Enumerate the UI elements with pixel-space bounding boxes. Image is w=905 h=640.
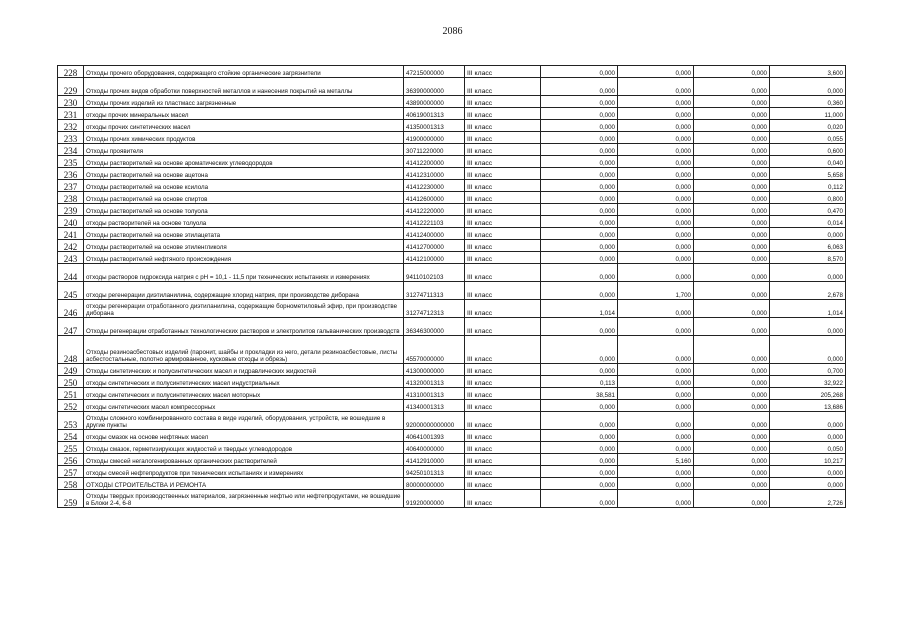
cell-v3: 0,000: [694, 442, 770, 454]
cell-v1: 0,000: [541, 478, 618, 490]
cell-cls: III класс: [465, 490, 541, 508]
cell-v4: 205,268: [770, 388, 846, 400]
cell-v3: 0,000: [694, 228, 770, 240]
cell-code: 40619001313: [404, 108, 465, 120]
cell-num: 257: [58, 466, 84, 478]
cell-name: отходы смазок на основе нефтяных масел: [84, 430, 404, 442]
cell-v1: 0,000: [541, 264, 618, 282]
cell-name: Отходы регенерации отработанных технологических растворов и электролитов гальванических производств: [84, 318, 404, 336]
cell-name: Отходы синтетических и полусинтетических масел и гидравлических жидкостей: [84, 364, 404, 376]
cell-v4: 0,000: [770, 412, 846, 430]
cell-v2: 0,000: [618, 66, 694, 78]
cell-v4: 0,000: [770, 478, 846, 490]
cell-cls: III класс: [465, 442, 541, 454]
cell-cls: III класс: [465, 156, 541, 168]
cell-v1: 0,000: [541, 490, 618, 508]
cell-num: 248: [58, 336, 84, 364]
table-row: [58, 364, 846, 376]
cell-code: 31274711313: [404, 282, 465, 300]
cell-v2: 0,000: [618, 132, 694, 144]
cell-cls: III класс: [465, 400, 541, 412]
cell-v3: 0,000: [694, 144, 770, 156]
table-row: [58, 388, 846, 400]
table-row: [58, 108, 846, 120]
cell-num: 232: [58, 120, 84, 132]
cell-name: Отходы растворителей на основе ксилола: [84, 180, 404, 192]
table-row: [58, 376, 846, 388]
cell-code: 41412100000: [404, 252, 465, 264]
table-row: [58, 204, 846, 216]
cell-v2: 0,000: [618, 466, 694, 478]
cell-v4: 0,020: [770, 120, 846, 132]
table-row: [58, 144, 846, 156]
cell-cls: III класс: [465, 180, 541, 192]
cell-cls: III класс: [465, 252, 541, 264]
table-row: [58, 132, 846, 144]
cell-v2: 0,000: [618, 400, 694, 412]
table-row: [58, 192, 846, 204]
table-row: [58, 264, 846, 282]
cell-cls: III класс: [465, 120, 541, 132]
cell-v3: 0,000: [694, 336, 770, 364]
cell-v4: 0,000: [770, 318, 846, 336]
cell-v4: 0,800: [770, 192, 846, 204]
cell-code: 41412400000: [404, 228, 465, 240]
cell-v1: 0,000: [541, 454, 618, 466]
table-row: [58, 300, 846, 318]
cell-v1: 0,000: [541, 216, 618, 228]
cell-v2: 0,000: [618, 168, 694, 180]
table-row: [58, 252, 846, 264]
cell-v3: 0,000: [694, 454, 770, 466]
cell-v3: 0,000: [694, 192, 770, 204]
cell-v1: 0,000: [541, 240, 618, 252]
table-row: [58, 282, 846, 300]
cell-name: Отходы прочих химических продуктов: [84, 132, 404, 144]
cell-num: 236: [58, 168, 84, 180]
cell-v3: 0,000: [694, 318, 770, 336]
table-row: [58, 478, 846, 490]
cell-v1: 0,000: [541, 228, 618, 240]
cell-cls: III класс: [465, 430, 541, 442]
cell-num: 258: [58, 478, 84, 490]
cell-v4: 0,000: [770, 336, 846, 364]
cell-code: 36390000000: [404, 78, 465, 96]
cell-v1: 1,014: [541, 300, 618, 318]
cell-v2: 0,000: [618, 120, 694, 132]
cell-name: отходы прочих минеральных масел: [84, 108, 404, 120]
table-row: [58, 240, 846, 252]
cell-v2: 0,000: [618, 264, 694, 282]
cell-name: отходы растворов гидроксида натрия с pH = 10,1 - 11,5 при технических испытаниях и измерениях: [84, 264, 404, 282]
table-row: [58, 228, 846, 240]
cell-code: 41412220000: [404, 204, 465, 216]
cell-v2: 0,000: [618, 156, 694, 168]
cell-v2: 0,000: [618, 442, 694, 454]
cell-v3: 0,000: [694, 466, 770, 478]
cell-v2: 0,000: [618, 412, 694, 430]
cell-v4: 0,050: [770, 442, 846, 454]
cell-v1: 0,000: [541, 252, 618, 264]
cell-name: ОТХОДЫ СТРОИТЕЛЬСТВА И РЕМОНТА: [84, 478, 404, 490]
cell-cls: III класс: [465, 144, 541, 156]
cell-v3: 0,000: [694, 156, 770, 168]
cell-name: Отходы смазок, герметизирующих жидкостей и твердых углеводородов: [84, 442, 404, 454]
cell-code: 41412910000: [404, 454, 465, 466]
cell-v2: 0,000: [618, 192, 694, 204]
cell-code: 41340001313: [404, 400, 465, 412]
cell-v1: 0,000: [541, 108, 618, 120]
cell-v4: 0,000: [770, 430, 846, 442]
cell-v4: 2,726: [770, 490, 846, 508]
cell-code: 91920000000: [404, 490, 465, 508]
table-row: [58, 466, 846, 478]
cell-name: Отходы сложного комбинированного состава в виде изделий, оборудования, устройств, не вошедшие в другие пункты: [84, 412, 404, 430]
cell-cls: III класс: [465, 364, 541, 376]
cell-v1: 0,000: [541, 144, 618, 156]
cell-name: Отходы растворителей на основе толуола: [84, 204, 404, 216]
cell-name: Отходы прочего оборудования, содержащего стойкие органические загрязнители: [84, 66, 404, 78]
cell-name: отходы синтетических масел компрессорных: [84, 400, 404, 412]
cell-cls: III класс: [465, 168, 541, 180]
cell-name: Отходы растворителей на основе спиртов: [84, 192, 404, 204]
cell-code: 40640000000: [404, 442, 465, 454]
cell-v2: 0,000: [618, 478, 694, 490]
cell-cls: III класс: [465, 228, 541, 240]
cell-v2: 0,000: [618, 490, 694, 508]
cell-cls: III класс: [465, 132, 541, 144]
cell-code: 94110102103: [404, 264, 465, 282]
cell-v1: 0,000: [541, 192, 618, 204]
cell-name: Отходы прочих видов обработки поверхностей металлов и нанесения покрытий на металлы: [84, 78, 404, 96]
cell-v1: 0,113: [541, 376, 618, 388]
cell-num: 234: [58, 144, 84, 156]
cell-v2: 5,160: [618, 454, 694, 466]
cell-code: 41412230000: [404, 180, 465, 192]
cell-v1: 0,000: [541, 364, 618, 376]
cell-v3: 0,000: [694, 180, 770, 192]
cell-v4: 0,000: [770, 466, 846, 478]
table-row: [58, 78, 846, 96]
cell-num: 237: [58, 180, 84, 192]
table-row: [58, 490, 846, 508]
cell-v4: 0,360: [770, 96, 846, 108]
cell-code: 41412221103: [404, 216, 465, 228]
cell-num: 240: [58, 216, 84, 228]
cell-name: отходы регенерации отработанного диэтиланилина, содержащие борнометиловый эфир, при производстве диборана: [84, 300, 404, 318]
table-row: [58, 430, 846, 442]
cell-num: 233: [58, 132, 84, 144]
cell-v1: 0,000: [541, 120, 618, 132]
cell-v2: 0,000: [618, 376, 694, 388]
cell-code: 36346300000: [404, 318, 465, 336]
table-row: [58, 412, 846, 430]
cell-v4: 0,014: [770, 216, 846, 228]
cell-v4: 3,600: [770, 66, 846, 78]
cell-v1: 0,000: [541, 132, 618, 144]
cell-cls: III класс: [465, 412, 541, 430]
cell-v3: 0,000: [694, 430, 770, 442]
cell-v3: 0,000: [694, 412, 770, 430]
table-row: [58, 66, 846, 78]
cell-num: 252: [58, 400, 84, 412]
cell-code: 41350001313: [404, 120, 465, 132]
cell-v4: 2,678: [770, 282, 846, 300]
cell-v1: 0,000: [541, 180, 618, 192]
cell-v4: 0,600: [770, 144, 846, 156]
cell-num: 230: [58, 96, 84, 108]
cell-v3: 0,000: [694, 216, 770, 228]
table-row: [58, 156, 846, 168]
cell-code: 41300000000: [404, 364, 465, 376]
cell-num: 244: [58, 264, 84, 282]
cell-v1: 0,000: [541, 282, 618, 300]
cell-num: 251: [58, 388, 84, 400]
cell-v4: 0,700: [770, 364, 846, 376]
cell-v4: 0,000: [770, 228, 846, 240]
page-number: 2086: [442, 26, 463, 37]
cell-cls: III класс: [465, 466, 541, 478]
cell-v1: 0,000: [541, 78, 618, 96]
cell-num: 259: [58, 490, 84, 508]
cell-v1: 0,000: [541, 156, 618, 168]
cell-v3: 0,000: [694, 490, 770, 508]
cell-code: 41310001313: [404, 388, 465, 400]
cell-cls: III класс: [465, 264, 541, 282]
cell-code: 43890000000: [404, 96, 465, 108]
cell-num: 255: [58, 442, 84, 454]
cell-name: Отходы проявителя: [84, 144, 404, 156]
cell-num: 235: [58, 156, 84, 168]
cell-v3: 0,000: [694, 240, 770, 252]
cell-name: Отходы растворителей на основе ароматических углеводородов: [84, 156, 404, 168]
cell-num: 247: [58, 318, 84, 336]
cell-v4: 11,000: [770, 108, 846, 120]
cell-name: Отходы растворителей на основе ацетона: [84, 168, 404, 180]
cell-name: Отходы растворителей нефтяного происхождения: [84, 252, 404, 264]
cell-code: 94250101313: [404, 466, 465, 478]
cell-v2: 1,700: [618, 282, 694, 300]
table-row: [58, 400, 846, 412]
cell-v2: 0,000: [618, 364, 694, 376]
cell-v2: 0,000: [618, 180, 694, 192]
cell-num: 242: [58, 240, 84, 252]
waste-table: [57, 65, 846, 508]
cell-v1: 0,000: [541, 318, 618, 336]
cell-num: 243: [58, 252, 84, 264]
cell-code: 31274712313: [404, 300, 465, 318]
cell-cls: III класс: [465, 192, 541, 204]
cell-code: 41412700000: [404, 240, 465, 252]
cell-v4: 0,000: [770, 264, 846, 282]
cell-v1: 0,000: [541, 66, 618, 78]
cell-v2: 0,000: [618, 216, 694, 228]
cell-v3: 0,000: [694, 300, 770, 318]
cell-v2: 0,000: [618, 228, 694, 240]
cell-v2: 0,000: [618, 430, 694, 442]
cell-v4: 0,000: [770, 78, 846, 96]
cell-name: отходы растворителей на основе толуола: [84, 216, 404, 228]
cell-v1: 0,000: [541, 466, 618, 478]
cell-cls: III класс: [465, 336, 541, 364]
cell-num: 253: [58, 412, 84, 430]
cell-v1: 0,000: [541, 442, 618, 454]
cell-v4: 13,686: [770, 400, 846, 412]
cell-v4: 5,658: [770, 168, 846, 180]
cell-cls: III класс: [465, 454, 541, 466]
cell-v2: 0,000: [618, 388, 694, 400]
cell-v4: 6,063: [770, 240, 846, 252]
cell-v2: 0,000: [618, 108, 694, 120]
cell-v1: 0,000: [541, 400, 618, 412]
cell-v3: 0,000: [694, 364, 770, 376]
cell-v3: 0,000: [694, 282, 770, 300]
cell-v3: 0,000: [694, 96, 770, 108]
cell-v2: 0,000: [618, 300, 694, 318]
cell-code: 41412600000: [404, 192, 465, 204]
cell-v4: 10,217: [770, 454, 846, 466]
cell-v3: 0,000: [694, 120, 770, 132]
cell-num: 256: [58, 454, 84, 466]
cell-v1: 0,000: [541, 336, 618, 364]
cell-cls: III класс: [465, 78, 541, 96]
cell-name: Отходы растворителей на основе этилацетата: [84, 228, 404, 240]
cell-code: 41412310000: [404, 168, 465, 180]
cell-v4: 1,014: [770, 300, 846, 318]
cell-v2: 0,000: [618, 240, 694, 252]
cell-v1: 0,000: [541, 412, 618, 430]
cell-code: 45570000000: [404, 336, 465, 364]
cell-cls: III класс: [465, 66, 541, 78]
cell-v3: 0,000: [694, 388, 770, 400]
table-row: [58, 96, 846, 108]
cell-name: Отходы резиноасбестовых изделий (паронит, шайбы и прокладки из него, детали резиноасбестовые, листы асбестостальные, полотно армированное, кусковые отходы и обрезь): [84, 336, 404, 364]
cell-cls: III класс: [465, 388, 541, 400]
cell-v3: 0,000: [694, 132, 770, 144]
cell-v2: 0,000: [618, 144, 694, 156]
cell-v3: 0,000: [694, 66, 770, 78]
table-row: [58, 168, 846, 180]
cell-cls: III класс: [465, 282, 541, 300]
cell-name: отходы смесей нефтепродуктов при технических испытаниях и измерениях: [84, 466, 404, 478]
cell-v2: 0,000: [618, 318, 694, 336]
cell-code: 41900000000: [404, 132, 465, 144]
cell-v3: 0,000: [694, 168, 770, 180]
cell-code: 92000000000000: [404, 412, 465, 430]
cell-num: 239: [58, 204, 84, 216]
table-row: [58, 336, 846, 364]
cell-v3: 0,000: [694, 264, 770, 282]
cell-name: отходы регенерации диэтиланилина, содержащие хлорид натрия, при производстве диборана: [84, 282, 404, 300]
cell-v2: 0,000: [618, 252, 694, 264]
cell-v1: 38,581: [541, 388, 618, 400]
cell-num: 249: [58, 364, 84, 376]
cell-v4: 0,040: [770, 156, 846, 168]
cell-v1: 0,000: [541, 430, 618, 442]
table-row: [58, 442, 846, 454]
cell-name: Отходы твердых производственных материалов, загрязненные нефтью или нефтепродуктами, не вошедшие в Блоки 2-4, 6-8: [84, 490, 404, 508]
cell-cls: III класс: [465, 318, 541, 336]
cell-v1: 0,000: [541, 204, 618, 216]
cell-v4: 32,922: [770, 376, 846, 388]
cell-v2: 0,000: [618, 336, 694, 364]
cell-v4: 0,112: [770, 180, 846, 192]
cell-v3: 0,000: [694, 108, 770, 120]
cell-num: 250: [58, 376, 84, 388]
cell-code: 41412200000: [404, 156, 465, 168]
cell-cls: III класс: [465, 300, 541, 318]
table-row: [58, 318, 846, 336]
cell-v4: 0,055: [770, 132, 846, 144]
cell-v2: 0,000: [618, 204, 694, 216]
cell-code: 40641001393: [404, 430, 465, 442]
cell-v4: 8,570: [770, 252, 846, 264]
cell-v1: 0,000: [541, 168, 618, 180]
cell-num: 238: [58, 192, 84, 204]
cell-v2: 0,000: [618, 96, 694, 108]
cell-v2: 0,000: [618, 78, 694, 96]
cell-cls: III класс: [465, 204, 541, 216]
cell-name: Отходы смесей негалогенированных органических растворителей: [84, 454, 404, 466]
cell-v3: 0,000: [694, 252, 770, 264]
table-row: [58, 120, 846, 132]
cell-num: 241: [58, 228, 84, 240]
cell-num: 228: [58, 66, 84, 78]
cell-v3: 0,000: [694, 478, 770, 490]
table-row: [58, 216, 846, 228]
cell-name: Отходы растворителей на основе этиленгликоля: [84, 240, 404, 252]
cell-num: 229: [58, 78, 84, 96]
cell-name: отходы синтетических и полусинтетических масел индустриальных: [84, 376, 404, 388]
cell-v3: 0,000: [694, 78, 770, 96]
cell-num: 246: [58, 300, 84, 318]
cell-name: отходы синтетических и полусинтетических масел моторных: [84, 388, 404, 400]
cell-v3: 0,000: [694, 376, 770, 388]
cell-cls: III класс: [465, 96, 541, 108]
cell-code: 41320001313: [404, 376, 465, 388]
cell-name: отходы прочих синтетических масел: [84, 120, 404, 132]
table-row: [58, 454, 846, 466]
table-row: [58, 180, 846, 192]
cell-code: 80000000000: [404, 478, 465, 490]
cell-v1: 0,000: [541, 96, 618, 108]
cell-cls: III класс: [465, 478, 541, 490]
cell-code: 47215000000: [404, 66, 465, 78]
cell-name: Отходы прочих изделий из пластмасс загрязненные: [84, 96, 404, 108]
cell-cls: III класс: [465, 240, 541, 252]
cell-num: 231: [58, 108, 84, 120]
cell-v3: 0,000: [694, 204, 770, 216]
cell-cls: III класс: [465, 216, 541, 228]
cell-v4: 0,470: [770, 204, 846, 216]
cell-code: 30711220000: [404, 144, 465, 156]
cell-num: 254: [58, 430, 84, 442]
cell-cls: III класс: [465, 108, 541, 120]
cell-v3: 0,000: [694, 400, 770, 412]
cell-num: 245: [58, 282, 84, 300]
cell-cls: III класс: [465, 376, 541, 388]
